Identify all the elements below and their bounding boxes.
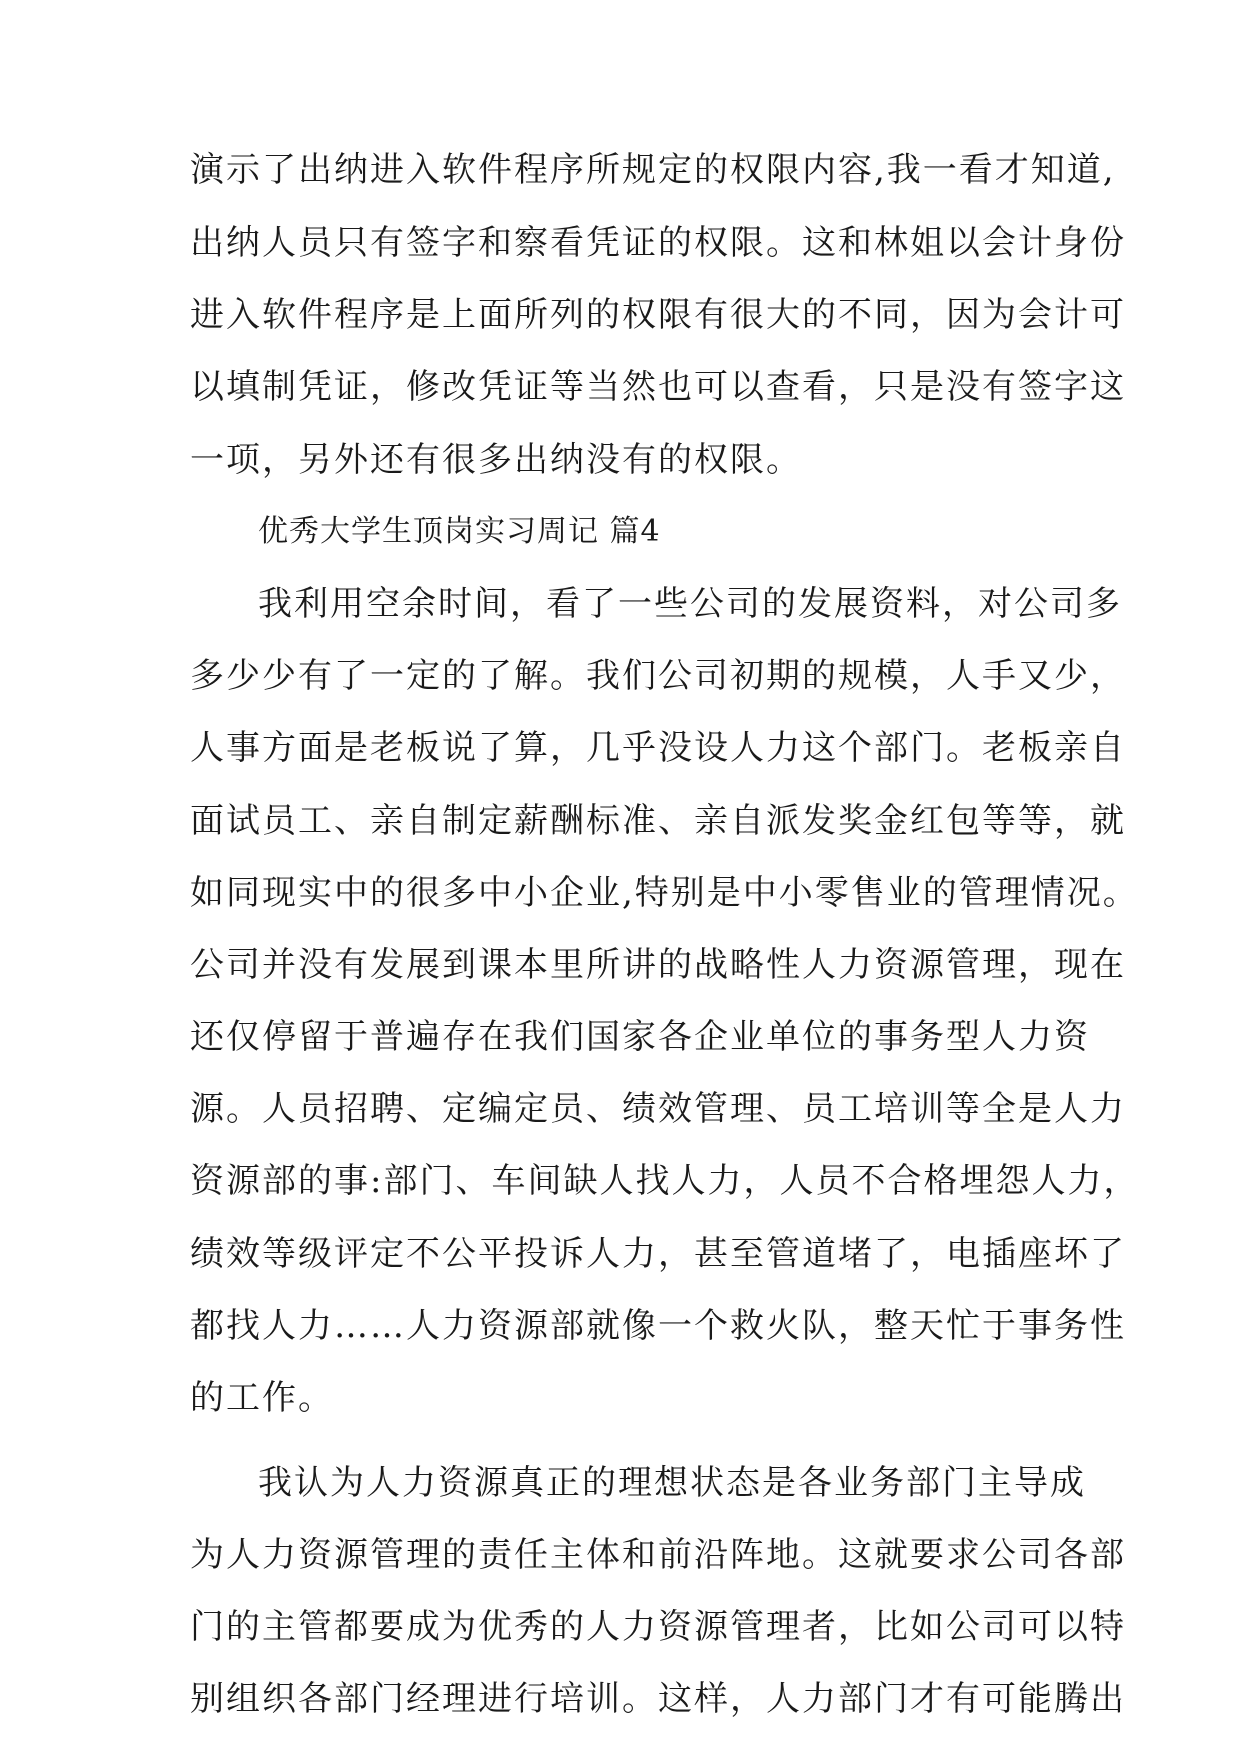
paragraph-line: 进入软件程序是上面所列的权限有很大的不同，因为会计可 (190, 295, 1126, 335)
paragraph-line: 我利用空余时间，看了一些公司的发展资料，对公司多 (258, 584, 1122, 624)
paragraph-line: 多少少有了一定的了解。我们公司初期的规模，人手又少， (190, 656, 1126, 696)
paragraph-line: 别组织各部门经理进行培训。这样，人力部门才有可能腾出 (190, 1679, 1126, 1719)
paragraph-line: 还仅停留于普遍存在我们国家各企业单位的事务型人力资 (190, 1017, 1090, 1057)
paragraph-line: 如同现实中的很多中小企业,特别是中小零售业的管理情况。 (190, 873, 1139, 913)
paragraph-line: 我认为人力资源真正的理想状态是各业务部门主导成 (258, 1463, 1086, 1503)
paragraph-line: 都找人力……人力资源部就像一个救火队，整天忙于事务性 (190, 1306, 1126, 1346)
paragraph-line: 为人力资源管理的责任主体和前沿阵地。这就要求公司各部 (190, 1535, 1126, 1575)
paragraph-line: 一项，另外还有很多出纳没有的权限。 (190, 440, 802, 480)
paragraph-line: 出纳人员只有签字和察看凭证的权限。这和林姐以会计身份 (190, 223, 1126, 263)
paragraph-line: 绩效等级评定不公平投诉人力，甚至管道堵了，电插座坏了 (190, 1234, 1126, 1274)
paragraph-line: 演示了出纳进入软件程序所规定的权限内容,我一看才知道, (190, 150, 1116, 190)
section-heading: 优秀大学生顶岗实习周记 篇4 (258, 514, 661, 549)
paragraph-line: 的工作。 (190, 1378, 334, 1418)
paragraph-line: 资源部的事:部门、车间缺人找人力，人员不合格埋怨人力， (190, 1161, 1140, 1201)
paragraph-line: 门的主管都要成为优秀的人力资源管理者，比如公司可以特 (190, 1607, 1126, 1647)
paragraph-line: 源。人员招聘、定编定员、绩效管理、员工培训等全是人力 (190, 1089, 1126, 1129)
paragraph-line: 面试员工、亲自制定薪酬标准、亲自派发奖金红包等等，就 (190, 801, 1126, 841)
paragraph-line: 以填制凭证，修改凭证等当然也可以查看，只是没有签字这 (190, 367, 1126, 407)
paragraph-line: 公司并没有发展到课本里所讲的战略性人力资源管理，现在 (190, 945, 1126, 985)
paragraph-line: 人事方面是老板说了算，几乎没设人力这个部门。老板亲自 (190, 728, 1126, 768)
